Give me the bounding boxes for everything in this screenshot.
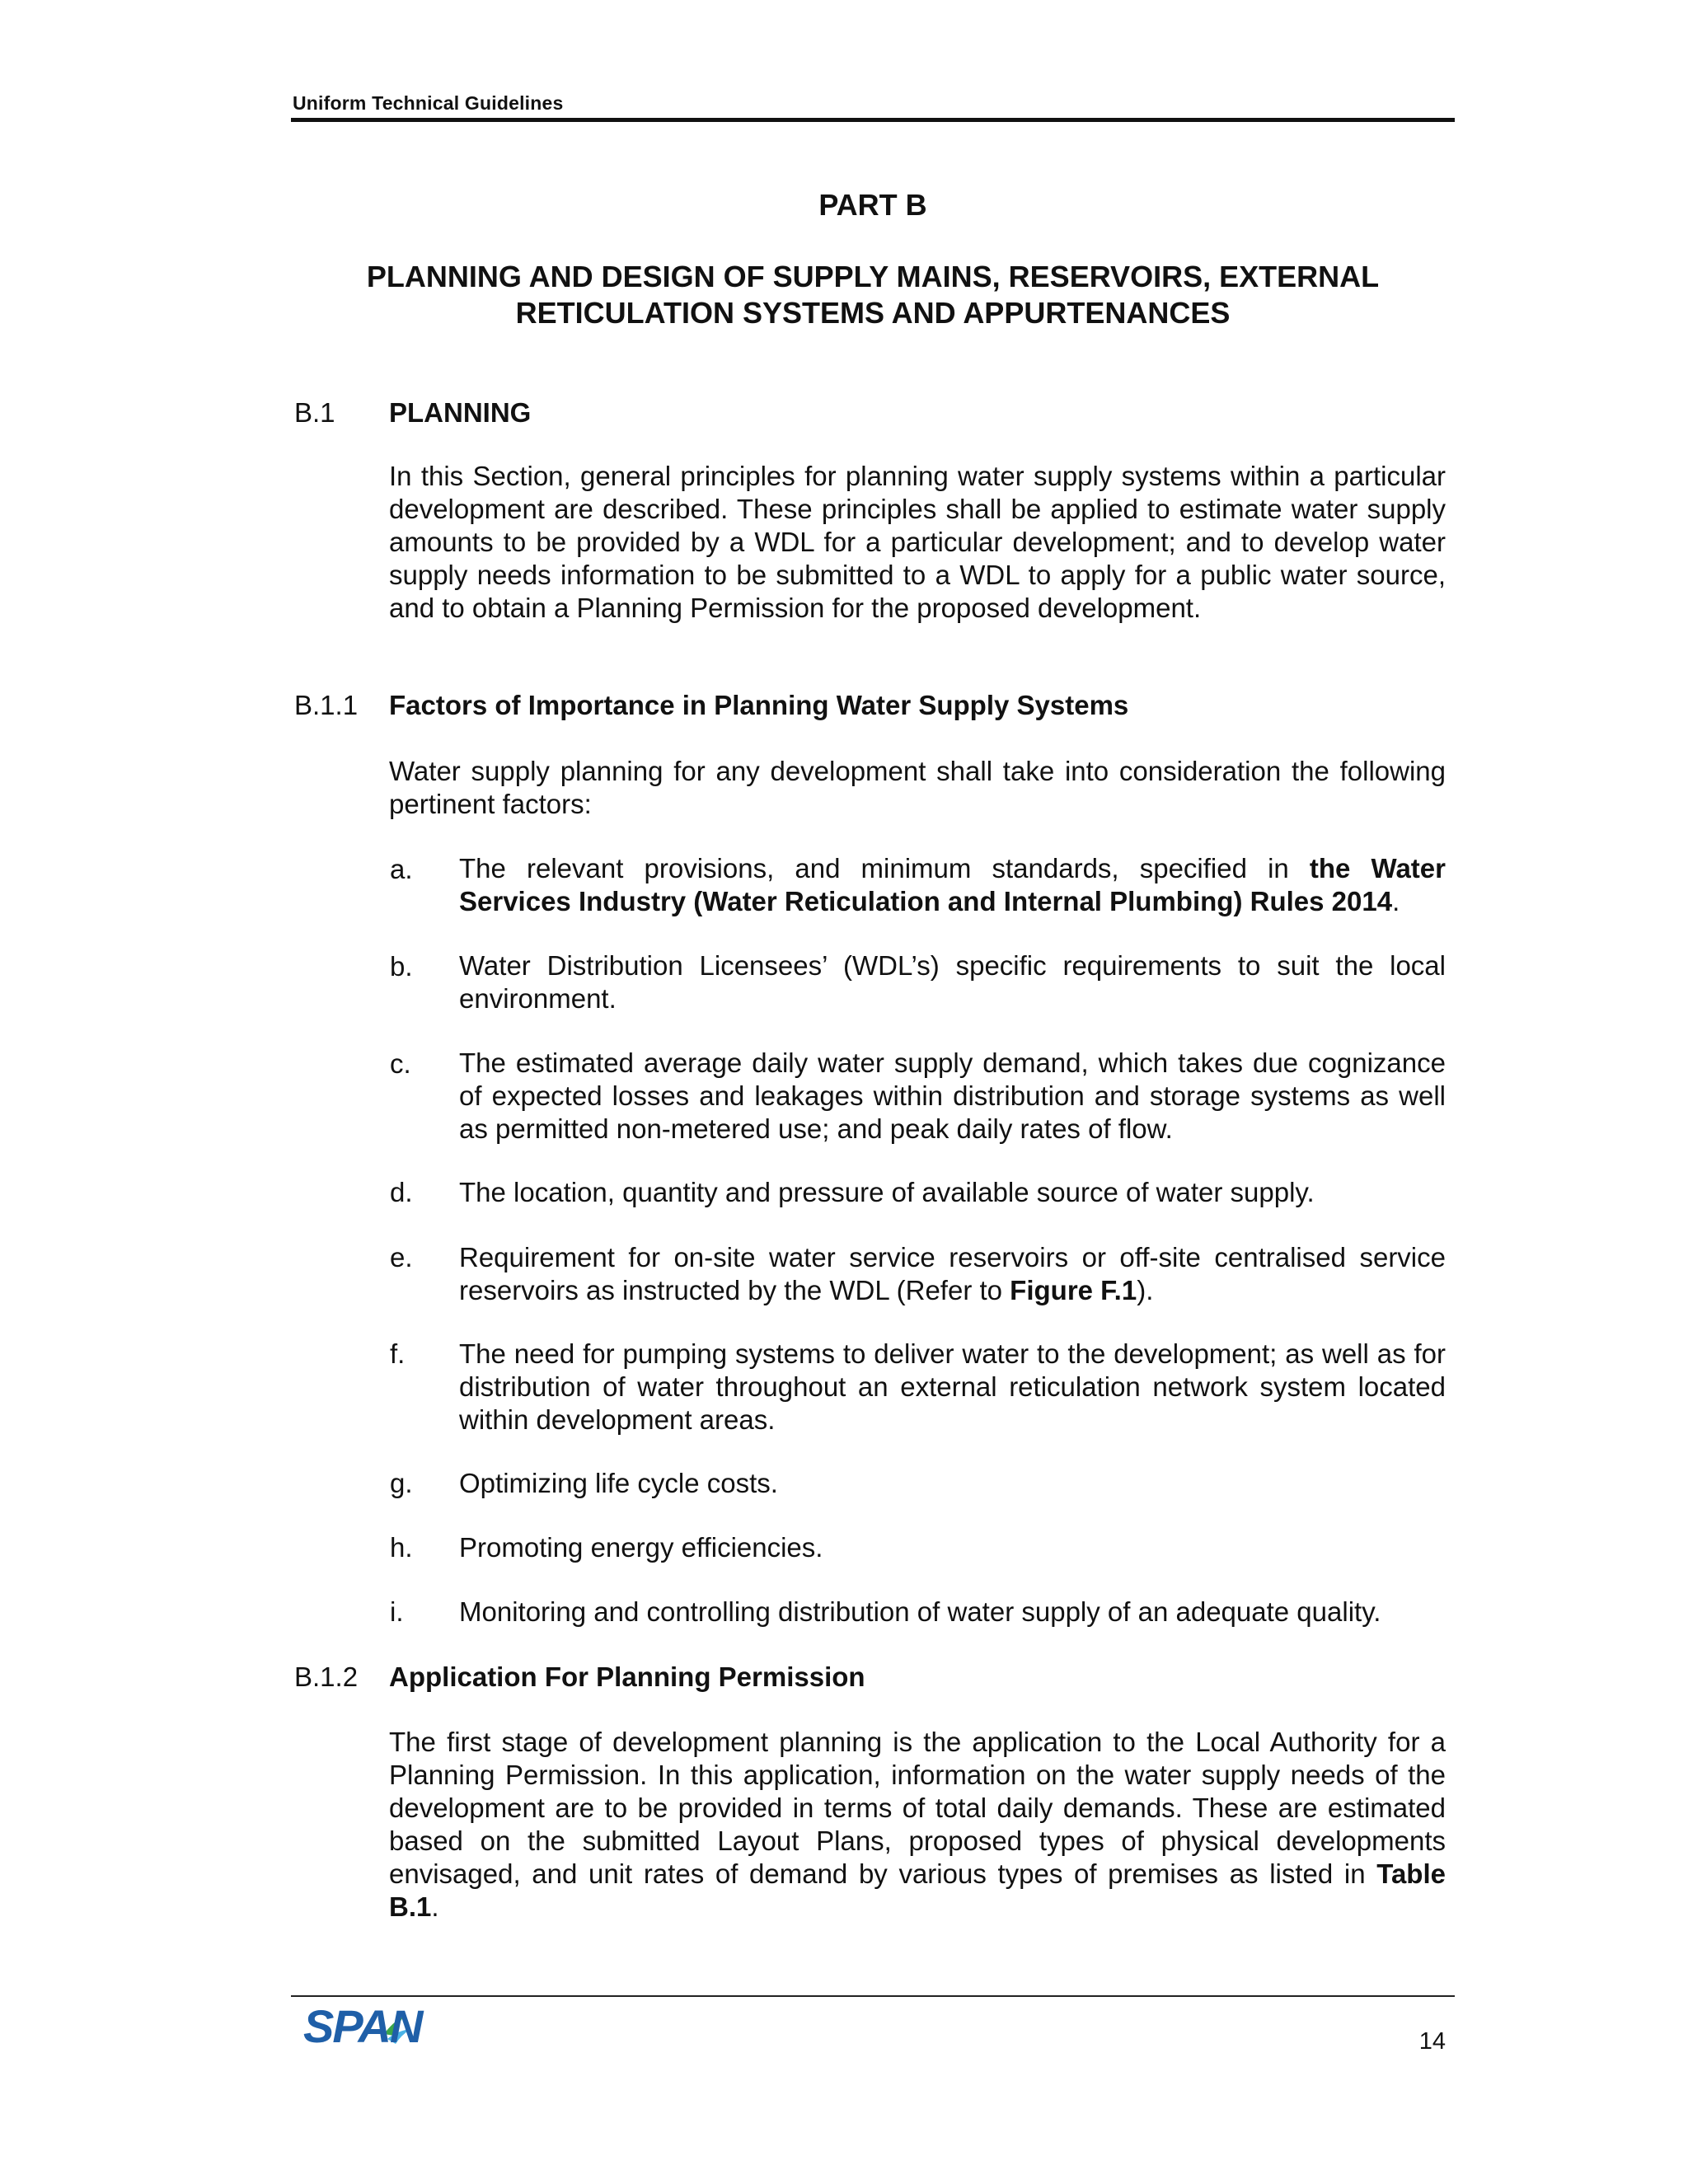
- page-number: 14: [1418, 2028, 1446, 2055]
- list-item-text: The need for pumping systems to deliver water to the development; as well as for distribution of water throughout an external reticulation network system located within development areas.: [459, 1338, 1446, 1435]
- list-item-letter: e.: [390, 1242, 413, 1272]
- list-item-text: Promoting energy efficiencies.: [459, 1532, 823, 1563]
- part-label: PART B: [818, 188, 927, 222]
- running-header-title: Uniform Technical Guidelines: [293, 92, 564, 114]
- footer-rule: [291, 1995, 1455, 1997]
- section-b11-title: Factors of Importance in Planning Water Supply Systems: [389, 690, 1129, 720]
- part-title-line-2: RETICULATION SYSTEMS AND APPURTENANCES: [515, 296, 1231, 330]
- svg-text:SPAN: SPAN: [303, 2000, 422, 2052]
- span-logo: [302, 1998, 450, 2052]
- list-item-text: Requirement for on-site water service reservoirs or off-site centralised service reservoirs as instructed by the WDL (Refer to Figure F.1).: [459, 1242, 1446, 1305]
- list-item-letter: d.: [390, 1177, 413, 1207]
- list-item-letter: c.: [390, 1048, 411, 1079]
- section-b12-title: Application For Planning Permission: [389, 1661, 865, 1692]
- list-item-text: Optimizing life cycle costs.: [459, 1468, 778, 1498]
- list-item-letter: b.: [390, 951, 413, 982]
- list-item-text: The estimated average daily water supply demand, which takes due cognizance of expected losses and leakages within distribution and storage systems as well as permitted non-metered use; and peak daily rates of flow.: [459, 1047, 1446, 1144]
- list-item-letter: g.: [390, 1468, 413, 1498]
- part-title-line-1: PLANNING AND DESIGN OF SUPPLY MAINS, RESERVOIRS, EXTERNAL: [366, 260, 1380, 293]
- header-rule: [291, 118, 1455, 122]
- section-b12-paragraph: The first stage of development planning is the application to the Local Authority for a Planning Permission. In this application, information on the water supply needs of the development are to be provided in terms of total daily demands. These are estimated based on the submitted Layout Plans, proposed types of physical developments envisaged, and unit rates of demand by various types of premises as listed in Table B.1.: [389, 1727, 1446, 1922]
- section-b11-intro: Water supply planning for any development shall take into consideration the following pertinent factors:: [389, 756, 1446, 819]
- list-item-letter: f.: [390, 1338, 406, 1369]
- list-item-text: The location, quantity and pressure of available source of water supply.: [459, 1177, 1315, 1207]
- section-b1-title: PLANNING: [389, 397, 532, 428]
- list-item-text: The relevant provisions, and minimum standards, specified in the Water Services Industry (Water Reticulation and Internal Plumbing) Rules 2014.: [459, 853, 1446, 916]
- list-item-text: Monitoring and controlling distribution of water supply of an adequate quality.: [459, 1596, 1381, 1627]
- section-b11-number: B.1.1: [294, 690, 359, 720]
- section-b12-number: B.1.2: [294, 1661, 359, 1692]
- list-item-letter: a.: [390, 854, 413, 884]
- section-b1-paragraph: In this Section, general principles for planning water supply systems within a particular development are described. These principles shall be applied to estimate water supply amounts to be provided by a WDL for a particular development; and to develop water supply needs information to be submitted to a WDL to apply for a public water source, and to obtain a Planning Permission for the proposed development.: [389, 461, 1446, 623]
- section-b1-number: B.1: [294, 397, 335, 428]
- list-item-letter: h.: [390, 1532, 413, 1563]
- list-item-letter: i.: [390, 1596, 404, 1627]
- list-item-text: Water Distribution Licensees’ (WDL’s) specific requirements to suit the local environment.: [459, 950, 1446, 1014]
- part-title: [291, 259, 1455, 331]
